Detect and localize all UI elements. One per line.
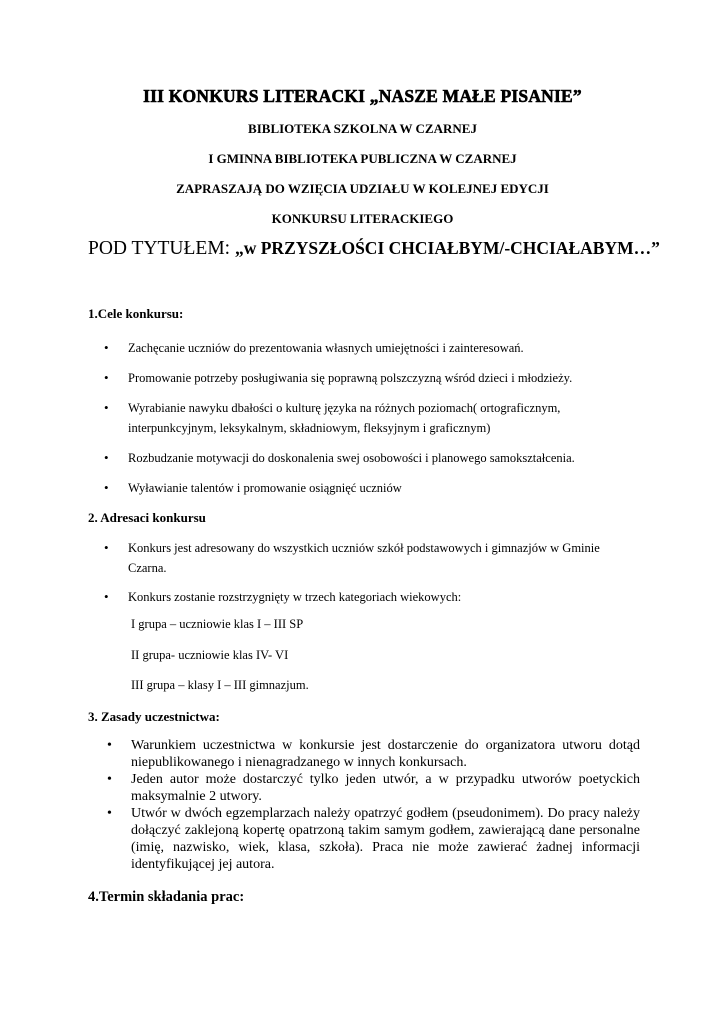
bullet-icon: • — [107, 772, 112, 787]
list-item: • Warunkiem uczestnictwa w konkursie jest dostarczenie do organizatora utworu dotąd niepublikowanego i nienagradzanego w innych konkursach. — [107, 738, 640, 770]
bullet-icon: • — [107, 806, 112, 821]
section-1-heading: 1.Cele konkursu: — [88, 306, 184, 321]
rules-list — [107, 737, 640, 873]
list-item: • Wyrabianie nawyku dbałości o kulturę języka na różnych poziomach( ortograficznym, interpunkcyjnym, leksykalnym, składniowym, fleksyjnym i graficznym) — [104, 400, 561, 435]
list-item: • Rozbudzanie motywacji do doskonalenia swej osobowości i planowego samokształcenia. — [128, 448, 628, 468]
list-item: • Wyławianie talentów i promowanie osiągnięć uczniów — [128, 478, 628, 498]
section-4-heading: 4.Termin składania prac: — [88, 889, 245, 905]
contest-type-line: KONKURSU LITERACKIEGO — [271, 211, 454, 226]
section-3-heading: 3. Zasady uczestnictwa: — [88, 709, 220, 724]
contest-theme — [88, 238, 660, 260]
section-2-heading: 2. Adresaci konkursu — [88, 510, 206, 525]
bullet-icon: • — [104, 540, 109, 555]
organizer-line-2: I GMINNA BIBLIOTEKA PUBLICZNA W CZARNEJ — [208, 151, 517, 166]
recipients-list — [104, 538, 638, 616]
list-item: • Konkurs zostanie rozstrzygnięty w trzech kategoriach wiekowych: — [128, 587, 638, 607]
bullet-icon: • — [107, 738, 112, 753]
bullet-icon: • — [104, 400, 109, 415]
organizer-line-1: BIBLIOTEKA SZKOLNA W CZARNEJ — [248, 121, 477, 136]
invitation-line: ZAPRASZAJĄ DO WZIĘCIA UDZIAŁU W KOLEJNEJ EDYCJI — [176, 181, 549, 196]
theme-prefix: POD TYTUŁEM: — [88, 238, 235, 259]
goals-list — [104, 338, 628, 508]
list-item: • Jeden autor może dostarczyć tylko jeden utwór, a w przypadku utworów poetyckich maksymalnie 2 utwory. — [107, 772, 640, 804]
age-group-1: I grupa – uczniowie klas I – III SP — [131, 617, 304, 631]
contest-title: III KONKURS LITERACKI „NASZE MAŁE PISANIE” — [143, 86, 582, 106]
list-item: • Promowanie potrzeby posługiwania się poprawną polszczyzną wśród dzieci i młodzieży. — [128, 368, 628, 388]
bullet-icon: • — [104, 370, 109, 385]
bullet-icon: • — [104, 589, 109, 604]
bullet-icon: • — [104, 480, 109, 495]
bullet-icon: • — [104, 340, 109, 355]
age-group-3: III grupa – klasy I – III gimnazjum. — [131, 678, 309, 692]
list-item: • Konkurs jest adresowany do wszystkich uczniów szkół podstawowych i gimnazjów w Gminie Czarna. — [104, 540, 600, 575]
bullet-icon: • — [104, 450, 109, 465]
theme-title: „w PRZYSZŁOŚCI CHCIAŁBYM/-CHCIAŁABYM…” — [234, 238, 660, 258]
list-item: • Utwór w dwóch egzemplarzach należy opatrzyć godłem (pseudonimem). Do pracy należy dołączyć zaklejoną kopertę opatrzoną takim samym godłem, zawierającą dane personalne (imię, nazwisko, wiek, klasa, szkoła). Praca nie może zawierać żadnej informacji identyfikującej jej autora. — [107, 806, 640, 872]
list-item: • Zachęcanie uczniów do prezentowania własnych umiejętności i zainteresowań. — [128, 338, 628, 358]
age-group-2: II grupa- uczniowie klas IV- VI — [131, 648, 289, 662]
